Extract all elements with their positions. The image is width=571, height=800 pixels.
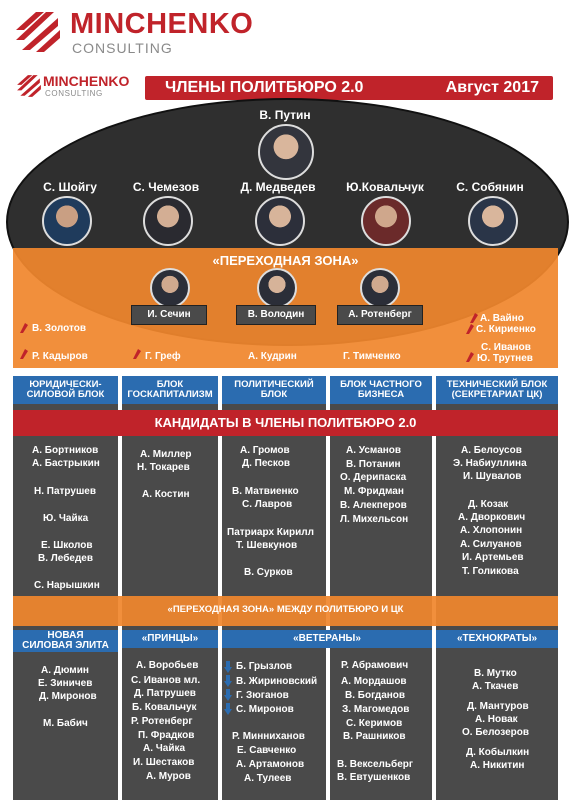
down-arrow-icon [224,661,232,673]
portrait-kovalchuk [361,196,411,246]
group-member: П. Фрадков [138,730,195,741]
candidate: Д. Песков [242,458,290,469]
block-label: ЮРИДИЧЕСКИ- СИЛОВОЙ БЛОК [26,379,105,400]
block-label: ПОЛИТИЧЕСКИЙ БЛОК [234,379,314,400]
group-member: А. Муров [146,771,191,782]
block-label: БЛОК ГОСКАПИТАЛИЗМ [127,379,213,400]
transition-zone-2 [13,596,558,626]
brand-sub-small: CONSULTING [45,89,103,98]
candidate: М. Фридман [344,486,404,497]
zone-box: А. Ротенберг [337,305,423,325]
member-name: С. Чемезов [132,180,200,194]
block-header-statecap [122,376,218,404]
group-member: Р. Минниханов [232,731,305,742]
zone-name: А. Вайно [480,313,524,324]
group-header-princes [122,630,218,648]
candidate: А. Бастрыкин [32,458,100,469]
zone-name: Г. Греф [145,351,181,362]
portrait-shoigu [42,196,92,246]
zone-name: Г. Тимченко [343,351,401,362]
portrait-volodin [257,268,297,308]
up-arrow-icon [20,323,28,333]
portrait-rotenberg [360,268,400,308]
group-member: А. Мордашов [341,676,407,687]
group-label: НОВАЯ СИЛОВАЯ ЭЛИТА [22,630,109,651]
candidate: А. Громов [240,445,290,456]
candidate: Ю. Чайка [43,513,89,524]
group-member: Б. Ковальчук [132,702,197,713]
down-arrow-icon [224,675,232,687]
up-arrow-icon [133,349,141,359]
candidate: А. Миллер [140,449,192,460]
group-member: Е. Савченко [237,745,297,756]
page-title: ЧЛЕНЫ ПОЛИТБЮРО 2.0 [165,79,364,96]
candidate: В. Лебедев [38,553,94,564]
group-member: З. Магомедов [342,704,410,715]
group-member: Г. Зюганов [236,690,289,701]
zone-name: С. Иванов [481,342,531,353]
block-header-political [222,376,326,404]
candidate: Н. Патрушев [34,486,97,497]
candidate: Т. Голикова [462,566,519,577]
portrait-sobyanin [468,196,518,246]
group-member: А. Дюмин [41,665,89,676]
group-label: «ВЕТЕРАНЫ» [293,633,361,644]
member-name: С. Собянин [456,180,524,194]
group-member: В. Вексельберг [337,759,414,770]
group-member: Е. Зиничев [38,678,93,689]
candidate: Н. Токарев [137,462,190,473]
minchenko-small-logo-icon [16,74,42,98]
group-member: В. Мутко [474,668,517,679]
candidate: В. Матвиенко [232,486,299,497]
zone-box: И. Сечин [131,305,207,325]
page-date: Август 2017 [445,79,539,96]
candidate: С. Лавров [242,499,293,510]
zone-name: А. Кудрин [248,351,297,362]
group-member: А. Новак [475,714,518,725]
group-header-new-security [13,630,118,652]
group-member: А. Никитин [470,760,525,771]
group-member: А. Воробьев [136,660,199,671]
zone-box: В. Володин [236,305,316,325]
group-member: О. Белозеров [462,727,530,738]
group-member: Д. Патрушев [134,688,196,699]
minchenko-logo-icon [14,10,62,54]
zone-name: Р. Кадыров [32,351,88,362]
block-header-technical [436,376,558,404]
group-header-veterans [222,630,432,648]
zone-name: В. Золотов [32,323,87,334]
block-header-security [13,376,118,404]
brand-sub: CONSULTING [72,40,173,56]
group-member: А. Тулеев [244,773,292,784]
group-member: В. Рашников [343,731,406,742]
zone-name: Ю. Трутнев [477,353,533,364]
block-header-business [330,376,432,404]
group-header-technocrats [436,630,558,648]
candidate: А. Бортников [32,445,99,456]
leader-name: В. Путин [259,108,311,122]
group-member: М. Бабич [43,718,88,729]
group-member: С. Миронов [236,704,294,715]
candidates-banner-text: КАНДИДАТЫ В ЧЛЕНЫ ПОЛИТБЮРО 2.0 [154,415,417,430]
group-member: С. Керимов [346,718,403,729]
candidate: А. Хлопонин [460,525,523,536]
up-arrow-icon [466,324,474,334]
member-name: Ю.Ковальчук [346,180,424,194]
candidate: В. Сурков [244,567,293,578]
brand-name-small: MINCHENKO [43,73,130,89]
candidate: Т. Шевкунов [236,540,298,551]
group-member: Д. Кобылкин [466,747,530,758]
group-member: А. Артамонов [236,759,305,770]
candidate: А. Силуанов [460,539,522,550]
portrait-medvedev [255,196,305,246]
group-member: С. Иванов мл. [131,675,201,686]
transition-zone-2-title: «ПЕРЕХОДНАЯ ЗОНА» МЕЖДУ ПОЛИТБЮРО И ЦК [167,604,404,615]
member-name: Д. Медведев [240,180,316,194]
brand-name: MINCHENKO [70,8,254,40]
group-member: А. Ткачев [472,681,519,692]
group-member: Р. Ротенберг [131,716,193,727]
candidate: А. Усманов [346,445,402,456]
group-member: В. Богданов [345,690,406,701]
zone-name: С. Кириенко [476,324,536,335]
candidate: Д. Козак [468,499,509,510]
block-label: ТЕХНИЧЕСКИЙ БЛОК (СЕКРЕТАРИАТ ЦК) [446,379,548,400]
group-member: И. Шестаков [133,757,195,768]
up-arrow-icon [20,349,28,359]
candidate: А. Дворкович [458,512,526,523]
portrait-chemezov [143,196,193,246]
candidates-banner [13,410,558,436]
down-arrow-icon [224,689,232,701]
candidate: Л. Михельсон [340,514,409,525]
up-arrow-icon [466,352,474,362]
down-arrow-icon [224,703,232,715]
transition-zone-title: «ПЕРЕХОДНАЯ ЗОНА» [212,253,359,268]
group-member: Б. Грызлов [236,661,292,672]
group-label: «ТЕХНОКРАТЫ» [456,633,538,644]
candidate: Е. Школов [41,540,93,551]
candidate: А. Белоусов [461,445,522,456]
candidate: Э. Набиуллина [453,458,527,469]
portrait-sechin [150,268,190,308]
group-member: А. Чайка [143,743,186,754]
group-member: В. Евтушенков [337,772,411,783]
up-arrow-icon [470,313,478,323]
candidate: И. Артемьев [462,552,524,563]
candidate: В. Алекперов [340,500,407,511]
group-member: Д. Миронов [39,691,97,702]
member-name: С. Шойгу [43,180,97,194]
candidate: В. Потанин [346,459,401,470]
candidate: А. Костин [142,489,190,500]
candidate: Патриарх Кирилл [227,527,314,538]
candidate: С. Нарышкин [34,580,100,591]
header-bar [145,76,553,100]
portrait-putin [258,124,314,180]
candidate: О. Дерипаска [340,472,407,483]
group-member: В. Жириновский [236,676,318,687]
block-label: БЛОК ЧАСТНОГО БИЗНЕСА [340,379,422,400]
group-label: «ПРИНЦЫ» [141,633,199,644]
candidate: И. Шувалов [463,471,522,482]
group-member: Р. Абрамович [341,660,409,671]
group-member: Д. Мантуров [467,701,529,712]
